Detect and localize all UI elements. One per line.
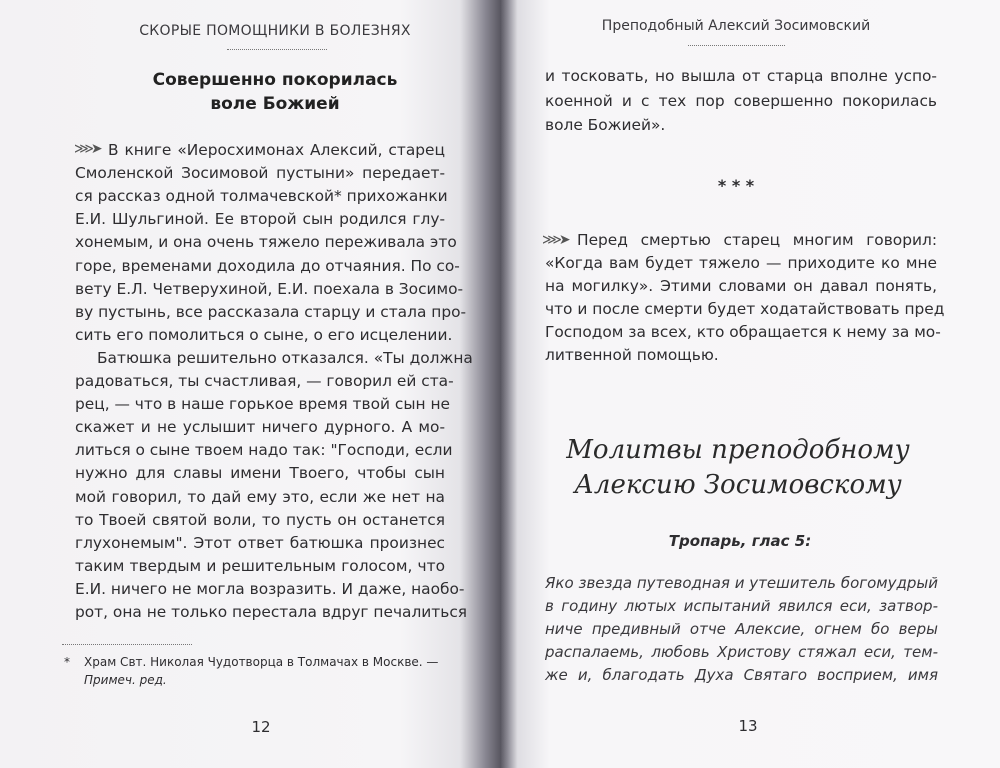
troparion-text-line: же и, благодать Духа Святаго восприем, имя: [545, 666, 938, 684]
troparion-text-line: Яко звезда путеводная и утешитель богомудрый: [545, 574, 938, 592]
troparion-text-line: ниче предивный отче Алексие, огнем бо веры: [545, 620, 938, 638]
footnote-text-italic: Примеч. ред.: [84, 673, 167, 687]
section-separator: * * *: [717, 176, 755, 195]
footnote-divider: [62, 644, 192, 645]
page-number: 12: [251, 718, 271, 736]
body-text-line: на могилку». Этими словами он давал понять,: [545, 277, 937, 295]
footnote-text: Храм Свт. Николая Чудотворца в Толмачах в Москве. —: [84, 655, 439, 669]
body-text-line: скажет и не услышит ничего дурного. А мо-: [75, 418, 445, 437]
prayers-title-line-2: Алексию Зосимовскому: [574, 470, 902, 500]
body-text-line: горе, временами доходила до отчаяния. По со-: [75, 256, 460, 275]
body-text-line: глухонемым". Этот ответ батюшка произнес: [75, 533, 445, 552]
footnote-marker: *: [64, 655, 70, 669]
body-text-line: хонемым, и она очень тяжело переживала это: [75, 233, 457, 252]
body-text-line: Е.И. Шульгиной. Ее второй сын родился глу-: [75, 210, 445, 229]
running-header: СКОРЫЕ ПОМОЩНИКИ В БОЛЕЗНЯХ: [139, 23, 411, 39]
troparion-heading: Тропарь, глас 5:: [668, 532, 812, 550]
body-text-line: Батюшка решительно отказался. «Ты должна: [97, 348, 473, 367]
body-text-line: коенной и с тех пор совершенно покорилась: [545, 91, 937, 110]
body-text-line: Перед смертью старец многим говорил:: [577, 231, 937, 249]
right-page: [500, 0, 1000, 768]
body-text-line: нужно для славы имени Твоего, чтобы сын: [75, 464, 445, 483]
section-title-line-2: воле Божией: [210, 94, 340, 114]
body-text-line: ву пустынь, все рассказала старцу и стала про-: [75, 302, 467, 321]
wheat-ear-ornament-icon: ⋙➤: [74, 141, 100, 157]
header-divider: [688, 45, 785, 46]
body-text-line: рец, — что в наше горькое время твой сын не: [75, 395, 450, 414]
body-text-line: литься о сыне твоем надо так: "Господи, если: [75, 441, 453, 460]
body-text-line: радоваться, ты счастливая, — говорил ей ста-: [75, 372, 454, 390]
body-text-line: Смоленской Зосимовой пустыни» передает-: [75, 164, 445, 183]
body-text-line: ся рассказ одной толмачевской* прихожанки: [75, 187, 448, 206]
header-divider: [227, 49, 327, 50]
troparion-text-line: в годину лютых испытаний явился еси, затвор-: [545, 597, 938, 615]
body-text-line: рот, она не только перестала вдруг печалиться: [75, 603, 468, 621]
body-text-line: В книге «Иеросхимонах Алексий, старец: [108, 141, 445, 159]
body-text-line: что и после смерти будет ходатайствовать пред: [545, 300, 945, 318]
body-text-line: мой говорил, то дай ему это, если же нет на: [75, 487, 445, 506]
body-text-line: таким твердым и решительным голосом, что: [75, 556, 445, 575]
body-text-line: «Когда вам будет тяжело — приходите ко мне: [545, 254, 937, 272]
body-text-line: вету Е.Л. Четверухиной, Е.И. поехала в Зосимо-: [75, 279, 464, 298]
body-text-line: воле Божией».: [545, 116, 666, 134]
body-text-line: то Твоей святой воли, то пусть он останется: [75, 510, 445, 529]
wheat-ear-ornament-icon: ⋙➤: [542, 232, 568, 248]
prayers-title-line-1: Молитвы преподобному: [566, 435, 910, 465]
running-header: Преподобный Алексий Зосимовский: [601, 18, 871, 34]
section-title-line-1: Совершенно покорилась: [152, 70, 398, 90]
body-text-line: литвенной помощью.: [545, 346, 719, 364]
page-number: 13: [738, 717, 758, 735]
body-text-line: сить его помолиться о сыне, о его исцелении.: [75, 325, 453, 344]
troparion-text-line: распалаемь, любовь Христову стяжал еси, тем-: [545, 643, 938, 661]
body-text-line: и тосковать, но вышла от старца вполне успо-: [545, 67, 937, 85]
body-text-line: Е.И. ничего не могла возразить. И даже, наобо-: [75, 579, 465, 598]
body-text-line: Господом за всех, кто обращается к нему за мо-: [545, 323, 941, 341]
